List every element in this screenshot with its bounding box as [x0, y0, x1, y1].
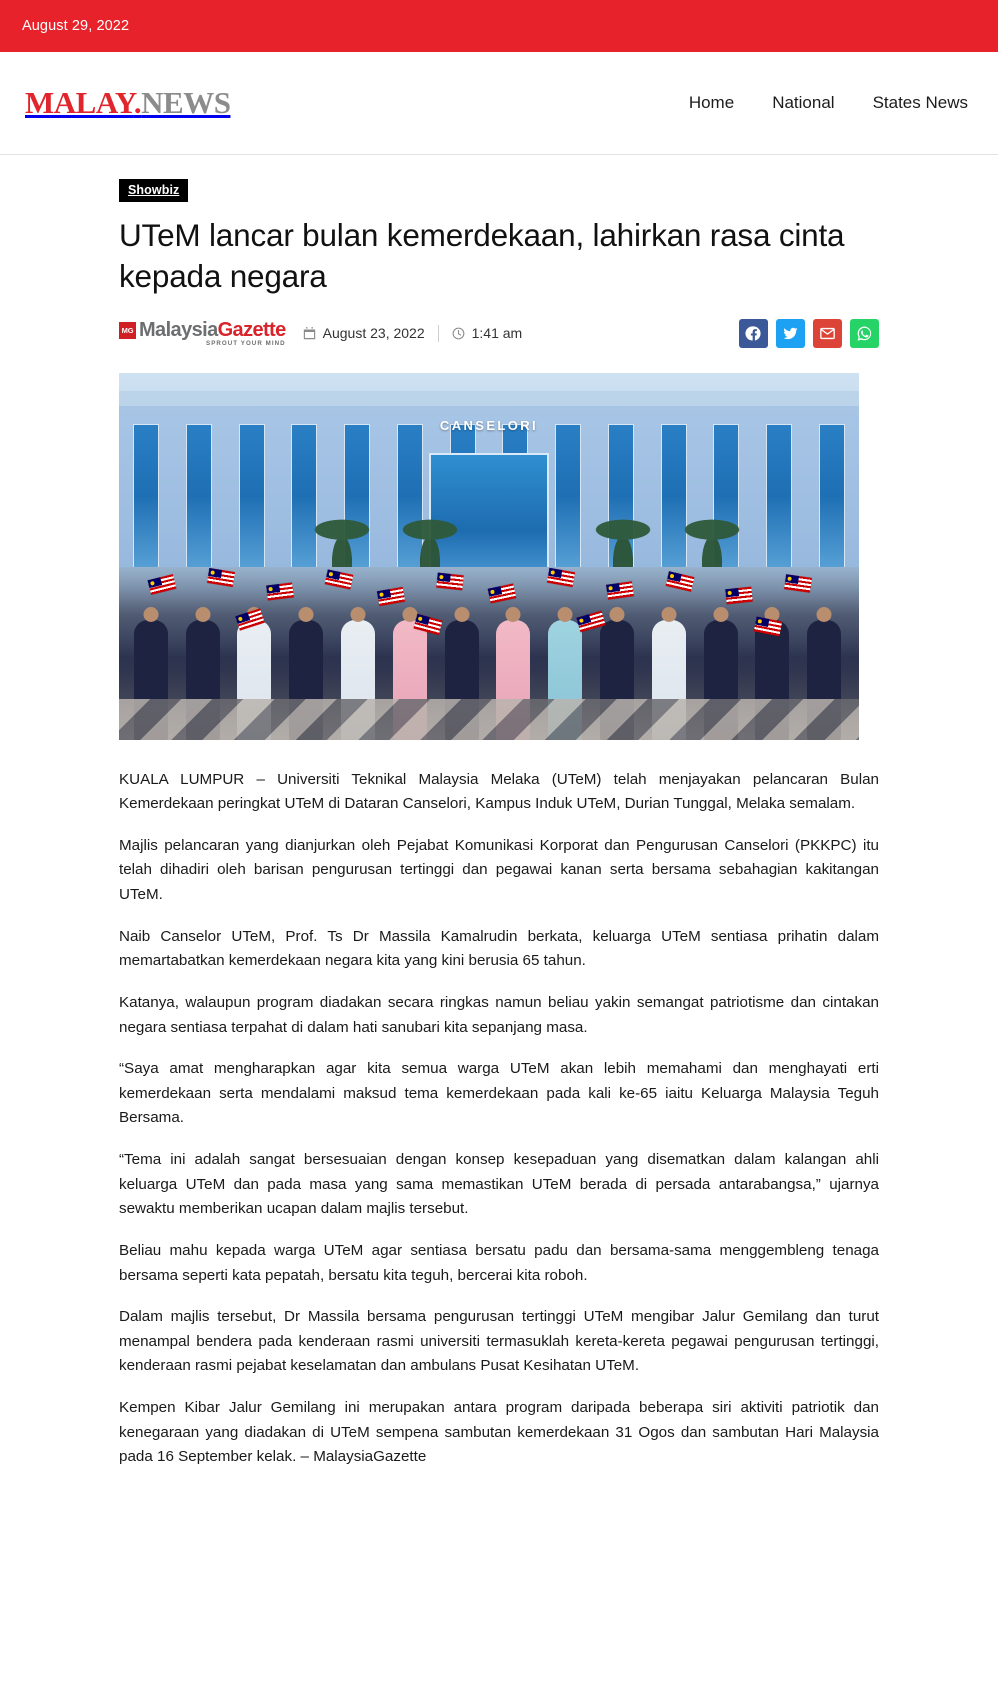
main-navigation [689, 93, 968, 113]
article-paragraph: Naib Canselor UTeM, Prof. Ts Dr Massila Kamalrudin berkata, keluarga UTeM sentiasa prihatin dalam memartabatkan kemerdekaan negara kita yang kini berusia 65 tahun. [119, 927, 879, 970]
meta-date-text: August 23, 2022 [322, 325, 425, 342]
article-paragraph: Dalam majlis tersebut, Dr Massila bersama pengurusan tertinggi UTeM mengibar Jalur Gemilang dan turut menampal bendera pada kenderaan rasmi universiti termasuklah kereta-kereta pegawai pengurusan tertinggi, kenderaan rasmi pejabat keselamatan dan ambulans Pusat Kesihatan UTeM. [119, 1308, 879, 1375]
hero-roofline [119, 391, 859, 406]
share-twitter-button[interactable] [776, 319, 805, 348]
hero-building-sign: CANSELORI [439, 418, 539, 434]
current-date: August 29, 2022 [22, 18, 130, 34]
meta-time [452, 325, 523, 341]
site-logo[interactable] [25, 85, 230, 121]
malaysian-flag [665, 571, 694, 591]
article-container [119, 155, 879, 1470]
article-paragraph: Beliau mahu kepada warga UTeM agar sentiasa bersatu padu dan bersama-sama menggembleng tenaga bersama seperti kata pepatah, bersatu kita teguh, bercerai kita roboh. [119, 1241, 879, 1284]
malaysian-flag [377, 587, 405, 606]
share-buttons [739, 319, 879, 348]
hero-window [239, 424, 265, 574]
article-headline: UTeM lancar bulan kemerdekaan, lahirkan rasa cinta kepada negara [119, 217, 845, 295]
article-paragraph: Majlis pelancaran yang dianjurkan oleh Pejabat Komunikasi Korporat dan Pengurusan Canselori (PKKPC) itu telah dihadiri oleh barisan pengurusan tertinggi dan pegawai kanan serta bersama sebahagian kakitangan UTeM. [119, 836, 879, 903]
source-logo-mark: MG [119, 322, 136, 339]
source-name [139, 319, 286, 341]
logo-part-one: MALAY [25, 85, 134, 120]
category-badge[interactable]: Showbiz [119, 179, 188, 202]
article-body [119, 740, 879, 1470]
article-paragraph: KUALA LUMPUR – Universiti Teknikal Malaysia Melaka (UTeM) telah menjayakan pelancaran Bulan Kemerdekaan peringkat UTeM di Dataran Canselori, Kampus Induk UTeM, Durian Tunggal, Melaka semalam. [119, 770, 879, 813]
site-header [0, 52, 998, 155]
clock-icon [452, 327, 465, 340]
hero-window [819, 424, 845, 574]
logo-part-two: NEWS [141, 85, 231, 120]
article-paragraph: “Saya amat mengharapkan agar kita semua warga UTeM akan lebih memahami dan menghayati erti kemerdekaan serta mendalami maksud tema kemerdekaan pada kali ke-65 iaitu Keluarga Malaysia Teguh Bersama. [119, 1060, 879, 1127]
article-paragraph: Katanya, walaupun program diadakan secara ringkas namun beliau yakin semangat patriotisme dan cintakan negara sentiasa terpahat di dalam hati sanubari kita sepanjang masa. [119, 993, 879, 1036]
whatsapp-icon [856, 325, 873, 342]
meta-date [303, 325, 425, 341]
share-facebook-button[interactable] [739, 319, 768, 348]
nav-item-home[interactable]: Home [688, 93, 735, 112]
nav-item-national[interactable]: National [772, 93, 835, 112]
malaysian-flag [325, 570, 354, 590]
facebook-icon [745, 325, 762, 342]
top-date-bar [0, 0, 998, 52]
malaysian-flag [547, 568, 575, 587]
malaysian-flag [266, 583, 294, 601]
share-email-button[interactable] [813, 319, 842, 348]
malaysian-flag [725, 586, 752, 604]
article-paragraph: “Tema ini adalah sangat bersesuaian dengan konsep kesepaduan yang disematkan dalam kalangan ahli keluarga UTeM dan pada masa yang sama memastikan UTeM berada di persada antarabangsa,” ujarnya sewaktu memberikan ucapan dalam majlis tersebut. [119, 1151, 879, 1218]
article-hero-image [119, 373, 859, 740]
share-whatsapp-button[interactable] [850, 319, 879, 348]
byline-left-group [119, 320, 522, 347]
logo-dot: . [133, 85, 142, 120]
article-paragraph: Kempen Kibar Jalur Gemilang ini merupakan antara program daripada beberapa siri aktiviti patriotik dan kenegaraan yang diadakan di UTeM sempena sambutan kemerdekaan 31 Ogos dan sambutan Hari Malaysia pada 16 September kelak. – MalaysiaGazette [119, 1399, 879, 1466]
hero-window [766, 424, 792, 574]
hero-ground-tiles [119, 699, 859, 739]
article-byline [119, 317, 879, 351]
nav-item-states-news[interactable]: States News [872, 93, 968, 112]
meta-time-text: 1:41 am [471, 325, 523, 342]
malaysian-flag [207, 569, 235, 588]
hero-window [186, 424, 212, 574]
calendar-icon [303, 327, 316, 340]
source-logo[interactable] [119, 320, 286, 347]
malaysian-flag [488, 583, 517, 603]
twitter-icon [782, 325, 799, 342]
source-name-first: Malaysia [139, 318, 218, 341]
source-name-second: Gazette [217, 318, 286, 341]
hero-window [133, 424, 159, 574]
malaysian-flag [606, 581, 634, 599]
malaysian-flag [147, 574, 176, 595]
source-logo-text [139, 320, 286, 347]
source-tagline: SPROUT YOUR MIND [206, 339, 286, 347]
malaysian-flag [436, 573, 463, 591]
envelope-icon [819, 325, 836, 342]
meta-divider [438, 325, 439, 342]
article-meta [303, 325, 523, 342]
malaysian-flag [784, 574, 812, 592]
